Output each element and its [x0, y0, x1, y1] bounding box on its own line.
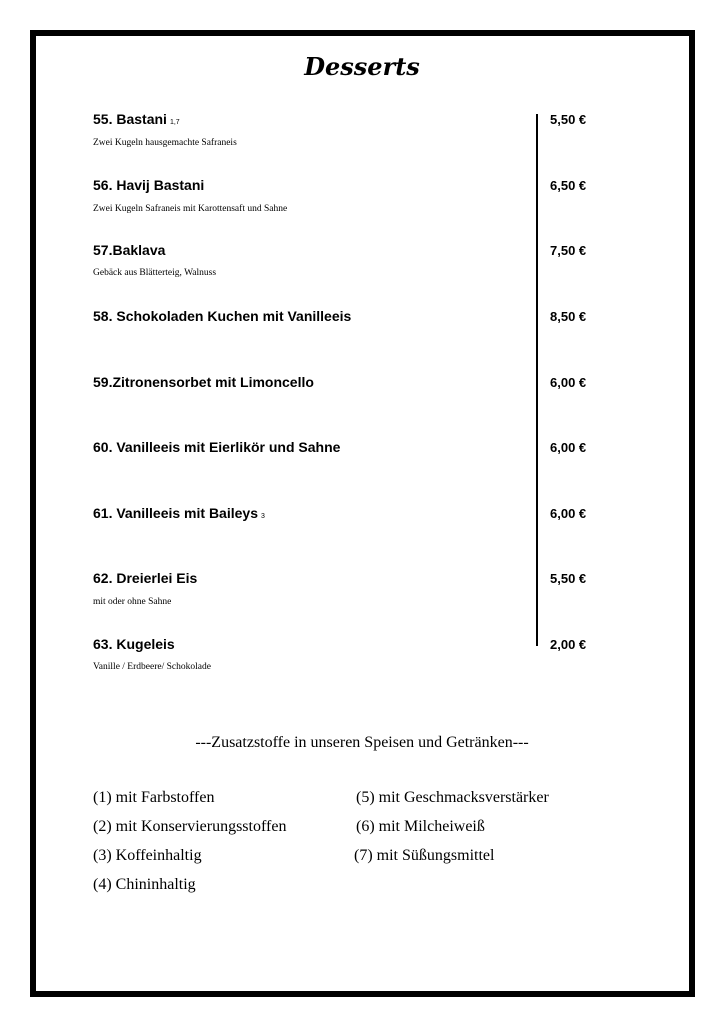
menu-item-description: Vanille / Erdbeere/ Schokolade	[93, 662, 211, 672]
item-name-text: 57.Baklava	[93, 242, 166, 258]
menu-item-name	[93, 111, 180, 127]
additive-item: (2) mit Konservierungsstoffen	[93, 818, 287, 835]
menu-item-price: 6,00 €	[550, 375, 587, 390]
menu-item-description: Zwei Kugeln hausgemachte Safraneis	[93, 138, 237, 148]
additives-heading: ---Zusatzstoffe in unseren Speisen und Getränken---	[195, 734, 529, 751]
item-name-text: 62. Dreierlei Eis	[93, 570, 198, 586]
item-name-text: 60. Vanilleeis mit Eierlikör und Sahne	[93, 439, 341, 455]
menu-item-price: 7,50 €	[550, 243, 587, 258]
additive-item: (4) Chininhaltig	[93, 876, 196, 893]
menu-item-name	[93, 505, 265, 521]
menu-item-price: 5,50 €	[550, 571, 587, 586]
menu-item-name	[93, 636, 175, 652]
menu-item-name	[93, 570, 197, 586]
item-name-text: 61. Vanilleeis mit Baileys	[93, 505, 258, 521]
menu-item-name	[93, 177, 204, 193]
item-name-text: 59.Zitronensorbet mit Limoncello	[93, 374, 314, 390]
allergen-marker: 1,7	[169, 119, 180, 126]
menu-item-name	[93, 374, 314, 390]
allergen-marker: 3	[261, 513, 265, 520]
additive-item: (3) Koffeinhaltig	[93, 847, 202, 864]
menu-item-name	[93, 439, 340, 455]
item-name-text: 58. Schokoladen Kuchen mit Vanilleeis	[93, 308, 352, 324]
item-name-text: 55. Bastani	[93, 111, 167, 127]
additive-item: (6) mit Milcheiweiß	[356, 818, 485, 835]
additive-item: (1) mit Farbstoffen	[93, 789, 215, 806]
menu-item-name	[93, 308, 351, 324]
menu-item-price: 6,00 €	[550, 506, 587, 521]
menu-item-price: 2,00 €	[550, 637, 587, 652]
price-column-divider	[536, 114, 538, 646]
menu-item-price: 5,50 €	[550, 112, 587, 127]
menu-item-description: mit oder ohne Sahne	[93, 597, 172, 607]
additive-item: (7) mit Süßungsmittel	[354, 847, 495, 864]
item-name-text: 63. Kugeleis	[93, 636, 175, 652]
item-name-text: 56. Havij Bastani	[93, 177, 205, 193]
menu-item-description: Gebäck aus Blätterteig, Walnuss	[93, 268, 217, 278]
menu-item-description: Zwei Kugeln Safraneis mit Karottensaft und Sahne	[93, 204, 288, 214]
menu-item-price: 6,50 €	[550, 178, 587, 193]
menu-item-price: 8,50 €	[550, 309, 587, 324]
menu-item-name	[93, 242, 165, 258]
menu-item-price: 6,00 €	[550, 440, 587, 455]
additive-item: (5) mit Geschmacksverstärker	[356, 789, 549, 806]
menu-title: Desserts	[304, 52, 420, 81]
